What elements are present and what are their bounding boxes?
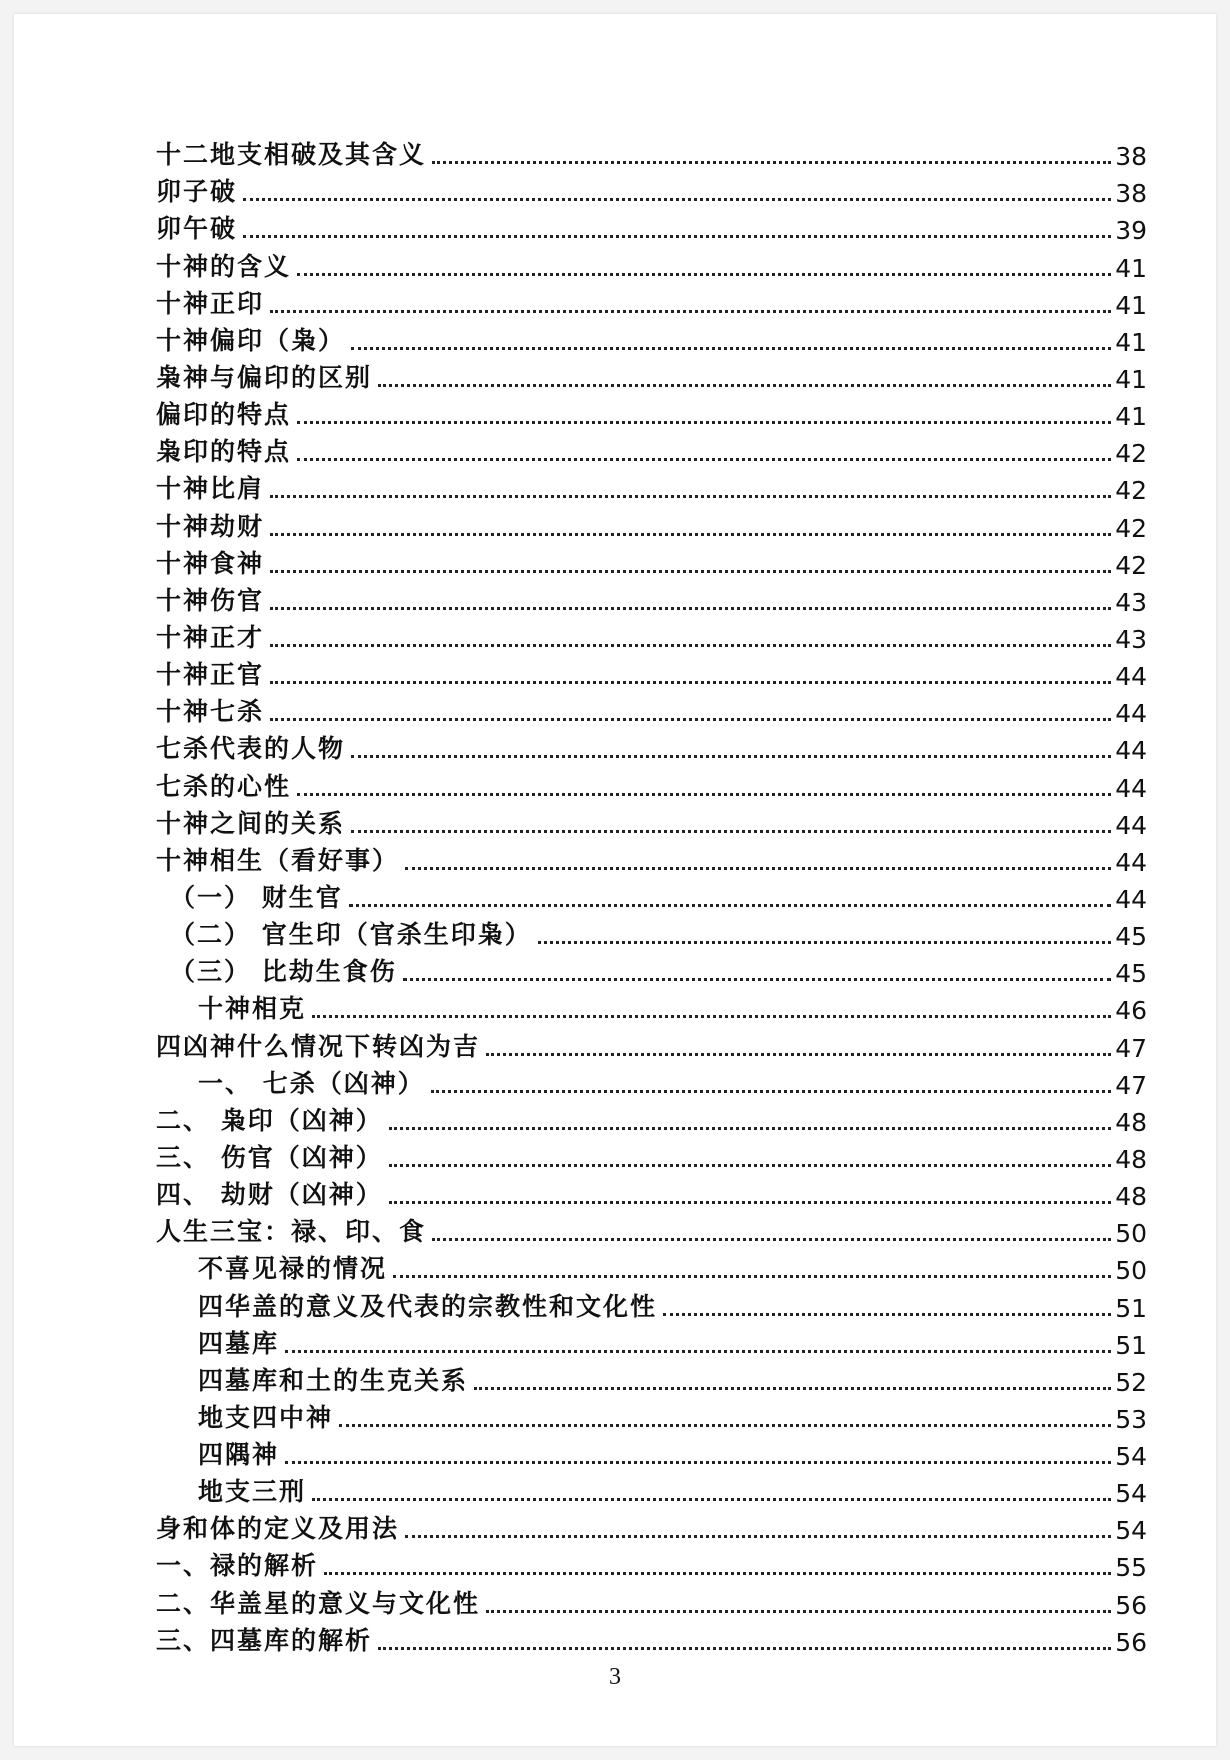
toc-leader-dots (663, 1313, 1111, 1316)
toc-entry (156, 1508, 1147, 1545)
toc-entry-title: 卯子破 (156, 177, 238, 207)
toc-leader-dots (432, 1238, 1111, 1241)
toc-leader-dots (243, 235, 1111, 238)
table-of-contents (156, 134, 1147, 1657)
toc-entry-page: 41 (1115, 402, 1147, 432)
toc-entry-page: 44 (1115, 736, 1147, 766)
toc-entry-page: 44 (1115, 662, 1147, 692)
toc-entry-title: 不喜见禄的情况 (198, 1254, 388, 1284)
toc-entry (156, 1323, 1147, 1360)
toc-leader-dots (432, 161, 1111, 164)
toc-entry-title: 四隅神 (198, 1440, 280, 1470)
toc-entry-page: 47 (1115, 1070, 1147, 1100)
toc-entry-title: 人生三宝：禄、印、食 (156, 1217, 427, 1247)
toc-leader-dots (351, 347, 1111, 350)
toc-leader-dots (351, 830, 1111, 833)
toc-entry (156, 1211, 1147, 1248)
toc-entry-page: 48 (1115, 1144, 1147, 1174)
toc-entry-title: 卯午破 (156, 214, 238, 244)
toc-entry-page: 42 (1115, 550, 1147, 580)
toc-entry-title: 二、 枭印（凶神） (156, 1105, 383, 1135)
toc-entry-title: 十神比肩 (156, 474, 265, 504)
toc-leader-dots (389, 1201, 1111, 1204)
toc-leader-dots (405, 867, 1111, 870)
toc-entry-title: （一） 财生官 (170, 882, 343, 912)
toc-entry-title: 十二地支相破及其含义 (156, 140, 427, 170)
toc-entry (156, 840, 1147, 877)
toc-entry-page: 38 (1115, 179, 1147, 209)
toc-entry-title: 十神相克 (198, 994, 307, 1024)
toc-entry-title: 身和体的定义及用法 (156, 1514, 400, 1544)
toc-leader-dots (378, 1647, 1111, 1650)
toc-leader-dots (297, 421, 1111, 424)
toc-entry (156, 171, 1147, 208)
toc-entry-page: 50 (1115, 1219, 1147, 1249)
toc-entry-page: 45 (1115, 959, 1147, 989)
toc-leader-dots (405, 1535, 1111, 1538)
toc-entry-title: 十神食神 (156, 548, 265, 578)
toc-leader-dots (297, 273, 1111, 276)
toc-entry-page: 42 (1115, 513, 1147, 543)
toc-entry-page: 53 (1115, 1404, 1147, 1434)
toc-entry-page: 56 (1115, 1590, 1147, 1620)
toc-entry-page: 44 (1115, 773, 1147, 803)
toc-entry (156, 1620, 1147, 1657)
toc-leader-dots (297, 793, 1111, 796)
toc-entry-page: 41 (1115, 327, 1147, 357)
toc-entry-page: 39 (1115, 216, 1147, 246)
toc-entry-page: 41 (1115, 253, 1147, 283)
toc-entry (156, 951, 1147, 988)
toc-entry-title: 十神伤官 (156, 585, 265, 615)
toc-entry-page: 51 (1115, 1293, 1147, 1323)
toc-entry (156, 1582, 1147, 1619)
toc-entry (156, 1063, 1147, 1100)
toc-leader-dots (349, 904, 1111, 907)
toc-entry-title: 四墓库和土的生克关系 (198, 1365, 469, 1395)
toc-leader-dots (351, 755, 1111, 758)
toc-leader-dots (474, 1387, 1111, 1390)
toc-leader-dots (270, 681, 1111, 684)
toc-entry-title: 十神正印 (156, 288, 265, 318)
toc-leader-dots (270, 310, 1111, 313)
toc-entry-title: 地支三刑 (198, 1477, 307, 1507)
toc-entry (156, 1434, 1147, 1471)
toc-entry (156, 1248, 1147, 1285)
toc-entry-title: 十神正官 (156, 660, 265, 690)
toc-entry-page: 54 (1115, 1442, 1147, 1472)
toc-leader-dots (297, 458, 1111, 461)
document-page (14, 14, 1216, 1746)
toc-leader-dots (389, 1127, 1111, 1130)
toc-entry (156, 803, 1147, 840)
toc-leader-dots (324, 1572, 1111, 1575)
toc-entry-page: 44 (1115, 847, 1147, 877)
toc-entry-page: 54 (1115, 1516, 1147, 1546)
toc-entry (156, 1471, 1147, 1508)
toc-entry-page: 56 (1115, 1627, 1147, 1657)
toc-entry (156, 134, 1147, 171)
toc-entry-title: 四、 劫财（凶神） (156, 1180, 383, 1210)
toc-entry (156, 1137, 1147, 1174)
toc-entry (156, 1100, 1147, 1137)
toc-entry-page: 55 (1115, 1553, 1147, 1583)
toc-entry (156, 505, 1147, 542)
toc-entry-title: （二） 官生印（官杀生印枭） (170, 920, 532, 950)
toc-entry-title: 十神的含义 (156, 251, 292, 281)
toc-entry (156, 245, 1147, 282)
toc-entry (156, 1285, 1147, 1322)
toc-leader-dots (312, 1498, 1111, 1501)
toc-entry-title: 地支四中神 (198, 1402, 334, 1432)
toc-entry-title: 十神偏印（枭） (156, 325, 346, 355)
toc-entry (156, 208, 1147, 245)
toc-entry-page: 50 (1115, 1256, 1147, 1286)
toc-entry (156, 1545, 1147, 1582)
toc-entry (156, 728, 1147, 765)
toc-entry-title: 三、四墓库的解析 (156, 1625, 373, 1655)
toc-entry (156, 283, 1147, 320)
toc-entry-title: 枭印的特点 (156, 437, 292, 467)
toc-entry-title: 四凶神什么情况下转凶为吉 (156, 1031, 481, 1061)
toc-leader-dots (378, 384, 1111, 387)
toc-leader-dots (243, 198, 1111, 201)
toc-entry-page: 41 (1115, 364, 1147, 394)
toc-entry-page: 54 (1115, 1479, 1147, 1509)
toc-entry-title: 十神正才 (156, 622, 265, 652)
toc-entry-title: 七杀代表的人物 (156, 734, 346, 764)
toc-entry (156, 1174, 1147, 1211)
toc-entry-title: 七杀的心性 (156, 771, 292, 801)
toc-entry-page: 44 (1115, 810, 1147, 840)
toc-entry-title: 四墓库 (198, 1328, 280, 1358)
toc-entry-title: （三） 比劫生食伤 (170, 957, 397, 987)
toc-entry-title: 偏印的特点 (156, 400, 292, 430)
toc-entry-page: 44 (1115, 884, 1147, 914)
toc-leader-dots (270, 570, 1111, 573)
toc-entry-title: 枭神与偏印的区别 (156, 362, 373, 392)
toc-leader-dots (270, 644, 1111, 647)
toc-entry-page: 38 (1115, 142, 1147, 172)
toc-leader-dots (393, 1275, 1111, 1278)
toc-entry (156, 877, 1147, 914)
toc-entry (156, 617, 1147, 654)
toc-leader-dots (270, 533, 1111, 536)
toc-entry-title: 十神相生（看好事） (156, 845, 400, 875)
toc-entry (156, 914, 1147, 951)
toc-entry-title: 十神七杀 (156, 697, 265, 727)
toc-entry-page: 44 (1115, 699, 1147, 729)
toc-entry (156, 654, 1147, 691)
toc-entry-page: 52 (1115, 1367, 1147, 1397)
toc-entry-title: 四华盖的意义及代表的宗教性和文化性 (198, 1291, 658, 1321)
toc-entry-page: 42 (1115, 476, 1147, 506)
toc-entry (156, 394, 1147, 431)
toc-entry-title: 十神劫财 (156, 511, 265, 541)
page-number: 3 (609, 1664, 621, 1690)
toc-entry-title: 十神之间的关系 (156, 808, 346, 838)
toc-entry (156, 988, 1147, 1025)
toc-leader-dots (431, 1090, 1111, 1093)
toc-entry (156, 543, 1147, 580)
toc-leader-dots (538, 941, 1111, 944)
toc-entry (156, 765, 1147, 802)
toc-leader-dots (403, 978, 1111, 981)
toc-entry (156, 1360, 1147, 1397)
toc-entry (156, 320, 1147, 357)
toc-leader-dots (285, 1461, 1111, 1464)
toc-entry (156, 1397, 1147, 1434)
toc-leader-dots (285, 1350, 1111, 1353)
toc-entry-title: 一、 七杀（凶神） (198, 1068, 425, 1098)
toc-entry (156, 357, 1147, 394)
toc-entry-page: 41 (1115, 290, 1147, 320)
toc-entry-page: 47 (1115, 1033, 1147, 1063)
toc-entry-page: 48 (1115, 1182, 1147, 1212)
toc-entry-page: 51 (1115, 1330, 1147, 1360)
toc-entry-page: 43 (1115, 587, 1147, 617)
toc-entry-page: 43 (1115, 624, 1147, 654)
toc-leader-dots (312, 1015, 1111, 1018)
toc-leader-dots (486, 1610, 1111, 1613)
toc-entry-title: 一、禄的解析 (156, 1551, 319, 1581)
toc-entry (156, 691, 1147, 728)
toc-leader-dots (389, 1164, 1111, 1167)
toc-leader-dots (339, 1424, 1111, 1427)
toc-entry-title: 三、 伤官（凶神） (156, 1142, 383, 1172)
toc-leader-dots (270, 607, 1111, 610)
toc-entry-title: 二、华盖星的意义与文化性 (156, 1588, 481, 1618)
toc-entry-page: 48 (1115, 1107, 1147, 1137)
toc-entry (156, 1025, 1147, 1062)
toc-entry (156, 468, 1147, 505)
toc-leader-dots (270, 718, 1111, 721)
toc-entry-page: 42 (1115, 439, 1147, 469)
toc-entry-page: 46 (1115, 996, 1147, 1026)
toc-leader-dots (486, 1053, 1111, 1056)
toc-leader-dots (270, 495, 1111, 498)
toc-entry (156, 580, 1147, 617)
toc-entry-page: 45 (1115, 922, 1147, 952)
toc-entry (156, 431, 1147, 468)
